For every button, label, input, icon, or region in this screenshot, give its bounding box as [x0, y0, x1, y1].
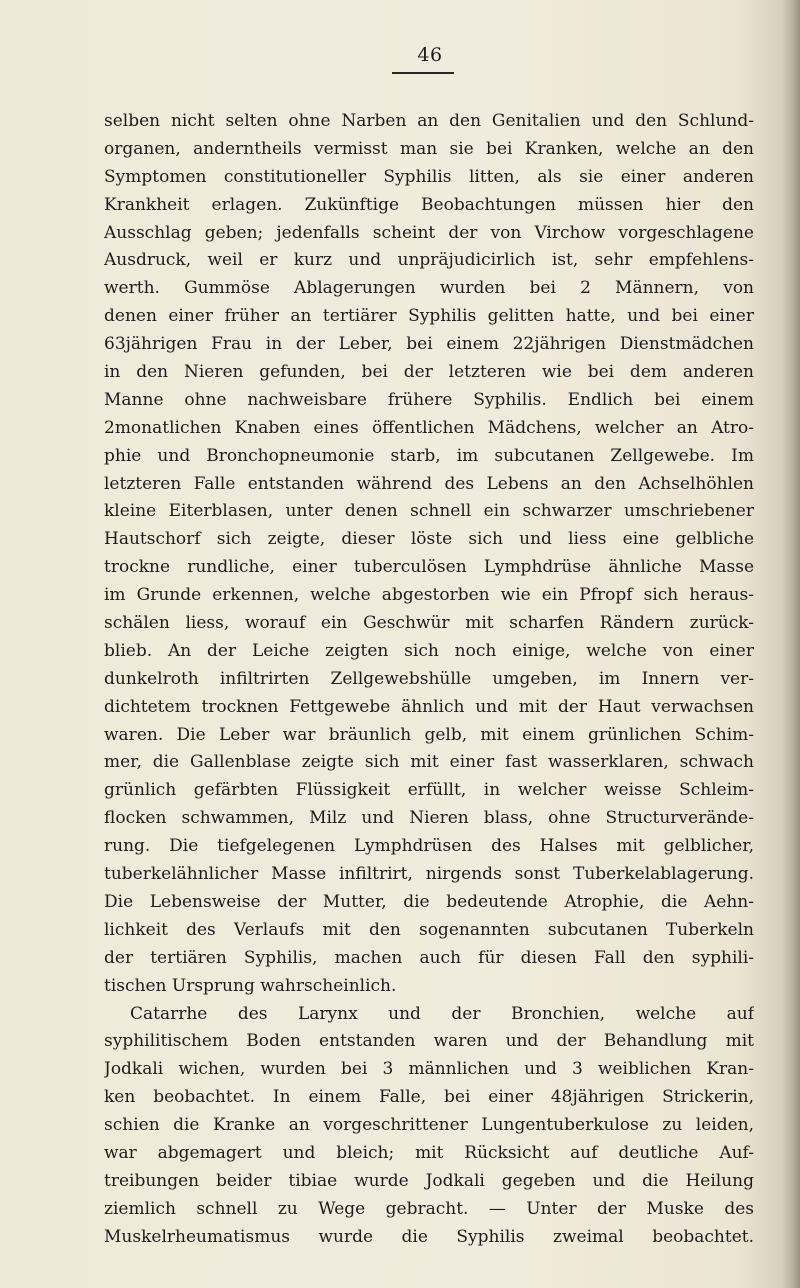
- binding-edge-shadow: [782, 0, 800, 1288]
- text-line: ziemlich schnell zu Wege gebracht. — Unter der Muske des: [104, 1198, 754, 1219]
- text-line: Symptomen constitutioneller Syphilis litten, als sie einer anderen: [104, 166, 754, 187]
- text-line: dunkelroth infiltrirten Zellgewebshülle umgeben, im Innern ver-: [104, 668, 754, 689]
- text-line: Hautschorf sich zeigte, dieser löste sich und liess eine gelbliche: [104, 529, 754, 550]
- paragraph-start-line: Catarrhe des Larynx und der Bronchien, welche auf: [130, 1003, 754, 1024]
- text-line: waren. Die Leber war bräunlich gelb, mit einem grünlichen Schim-: [104, 724, 754, 745]
- text-line: trockne rundliche, einer tuberculösen Lymphdrüse ähnliche Masse: [104, 557, 754, 578]
- text-line: mer, die Gallenblase zeigte sich mit einer fast wasserklaren, schwach: [104, 752, 754, 773]
- text-line: flocken schwammen, Milz und Nieren blass, ohne Structurverände-: [104, 808, 754, 829]
- text-line: dichtetem trocknen Fettgewebe ähnlich und mit der Haut verwachsen: [104, 696, 754, 717]
- text-line: Ausschlag geben; jedenfalls scheint der von Virchow vorgeschlagene: [104, 222, 754, 243]
- text-line: Manne ohne nachweisbare frühere Syphilis. Endlich bei einem: [104, 389, 754, 410]
- text-line: in den Nieren gefunden, bei der letzteren wie bei dem anderen: [104, 362, 754, 383]
- text-line: treibungen beider tibiae wurde Jodkali gegeben und die Heilung: [104, 1170, 754, 1191]
- text-line: lichkeit des Verlaufs mit den sogenannten subcutanen Tuberkeln: [104, 919, 754, 940]
- paragraph-end-line: tischen Ursprung wahrscheinlich.: [104, 975, 397, 996]
- text-line: letzteren Falle entstanden während des Lebens an den Achselhöhlen: [104, 473, 754, 494]
- text-line: Ausdruck, weil er kurz und unpräjudicirlich ist, sehr empfehlens-: [104, 250, 754, 271]
- text-line: der tertiären Syphilis, machen auch für diesen Fall den syphili-: [104, 947, 754, 968]
- text-line: war abgemagert und bleich; mit Rücksicht auf deutliche Auf-: [104, 1142, 754, 1163]
- text-line: organen, anderntheils vermisst man sie bei Kranken, welche an den: [104, 138, 754, 159]
- text-line: Muskelrheumatismus wurde die Syphilis zweimal beobachtet.: [104, 1226, 754, 1247]
- text-line: kleine Eiterblasen, unter denen schnell ein schwarzer umschriebener: [104, 501, 754, 522]
- text-line: denen einer früher an tertiärer Syphilis gelitten hatte, und bei einer: [104, 306, 754, 327]
- text-line: blieb. An der Leiche zeigten sich noch einige, welche von einer: [104, 640, 754, 661]
- text-line: im Grunde erkennen, welche abgestorben wie ein Pfropf sich heraus-: [104, 585, 754, 606]
- text-line: ken beobachtet. In einem Falle, bei einer 48jährigen Strickerin,: [104, 1087, 754, 1108]
- text-line: Die Lebensweise der Mutter, die bedeutende Atrophie, die Aehn-: [104, 891, 754, 912]
- page-number-underline: [392, 72, 454, 74]
- body-text: [104, 108, 754, 1252]
- text-line: schien die Kranke an vorgeschrittener Lungentuberkulose zu leiden,: [104, 1115, 754, 1136]
- text-line: Jodkali wichen, wurden bei 3 männlichen und 3 weiblichen Kran-: [104, 1059, 754, 1080]
- text-line: 2monatlichen Knaben eines öffentlichen Mädchens, welcher an Atro-: [104, 417, 754, 438]
- text-line: grünlich gefärbten Flüssigkeit erfüllt, in welcher weisse Schleim-: [104, 780, 754, 801]
- text-line: Krankheit erlagen. Zukünftige Beobachtungen müssen hier den: [104, 194, 754, 215]
- text-line: phie und Bronchopneumonie starb, im subcutanen Zellgewebe. Im: [104, 445, 754, 466]
- text-line: schälen liess, worauf ein Geschwür mit scharfen Rändern zurück-: [104, 613, 754, 634]
- text-line: 63jährigen Frau in der Leber, bei einem 22jährigen Dienstmädchen: [104, 334, 754, 355]
- text-line: selben nicht selten ohne Narben an den Genitalien und den Schlund-: [104, 111, 754, 131]
- text-line: werth. Gummöse Ablagerungen wurden bei 2 Männern, von: [104, 278, 754, 299]
- text-line: rung. Die tiefgelegenen Lymphdrüsen des Halses mit gelblicher,: [104, 836, 754, 857]
- page-number: 46: [417, 44, 443, 66]
- text-line: tuberkelähnlicher Masse infiltrirt, nirgends sonst Tuberkelablagerung.: [104, 864, 754, 885]
- text-line: syphilitischem Boden entstanden waren und der Behandlung mit: [104, 1031, 754, 1052]
